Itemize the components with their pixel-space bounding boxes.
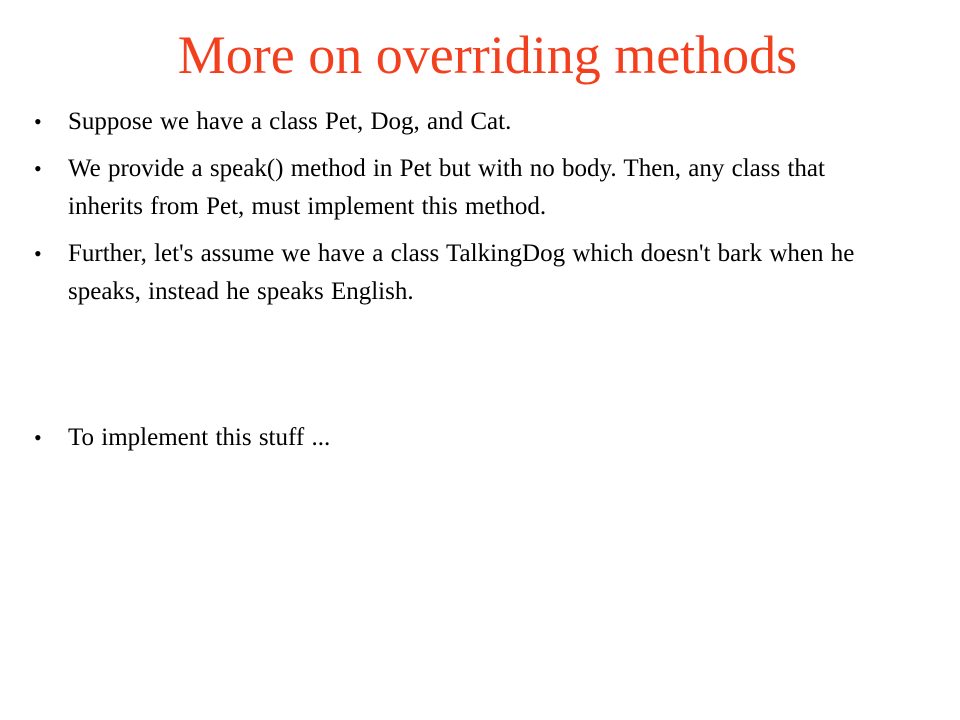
bullet-item [34, 235, 894, 311]
bullet-text: To implement this stuff ... [68, 424, 331, 451]
bullet-icon: • [34, 156, 42, 181]
slide-title: More on overriding methods [177, 25, 798, 85]
bullet-icon: • [34, 425, 42, 450]
bullet-icon: • [34, 241, 42, 266]
bullet-text: We provide a speak() method in Pet but with no body. Then, any class that inherits from Pet, must implement this method. [68, 155, 825, 220]
bullet-text: Suppose we have a class Pet, Dog, and Cat. [68, 108, 512, 135]
bullet-text: Further, let's assume we have a class TalkingDog which doesn't bark when he speaks, instead he speaks English. [68, 240, 855, 305]
bullet-item [34, 419, 894, 457]
bullet-icon: • [34, 109, 42, 134]
bullet-item [34, 103, 894, 141]
bullet-item [34, 150, 894, 226]
